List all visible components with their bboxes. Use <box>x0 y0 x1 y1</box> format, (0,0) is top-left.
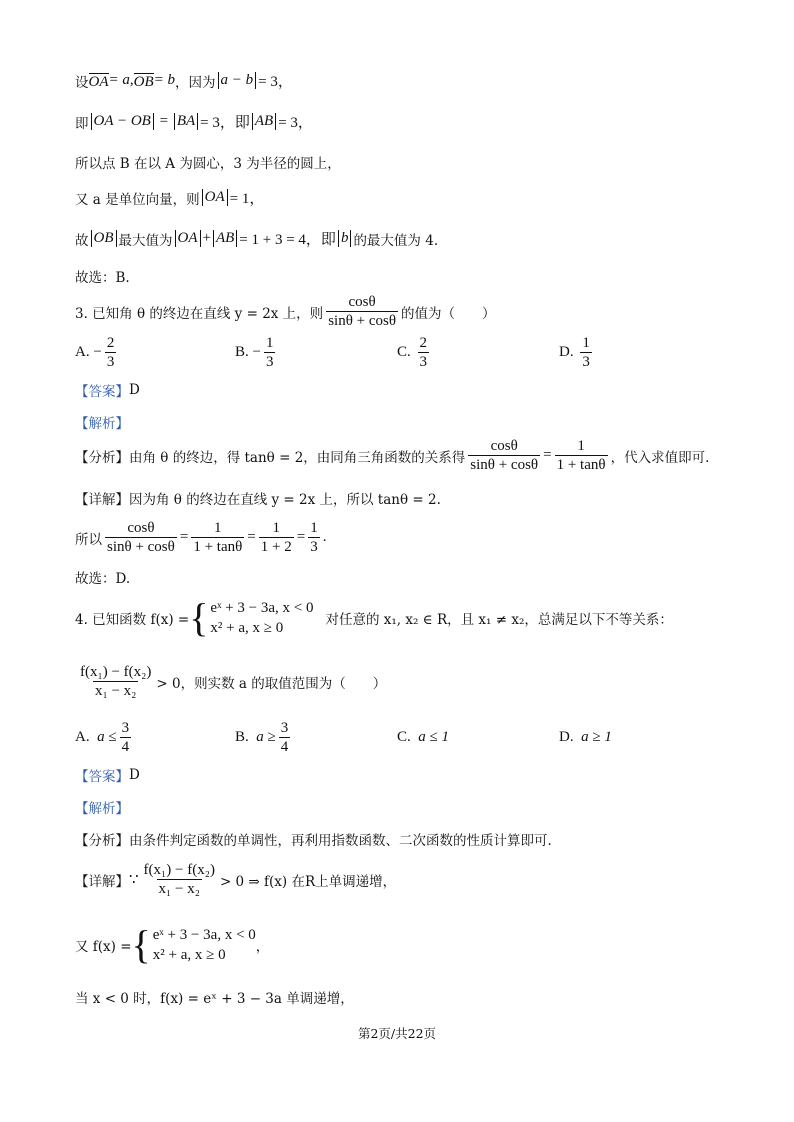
denominator: 4 <box>121 739 130 755</box>
q3-option-c <box>397 334 432 371</box>
option-label: D. <box>559 344 574 360</box>
vector-ob: OB <box>133 73 154 90</box>
abs-expr: b <box>338 230 352 247</box>
text: = 3， <box>258 74 293 90</box>
q3-so: 所以 $\frac{\cos\theta}{\sin\theta + \cos\theta}$ = $\frac{1}{1 + \tan\theta}$ = $\frac{1}{1 + 2}$ = $\frac{1}{3}$ . <box>75 520 327 555</box>
text: 由条件判定函数的单调性，再利用指数函数、二次函数的性质计算即可. <box>129 833 552 849</box>
denominator: 1 + tanθ <box>193 539 243 555</box>
text: = 1 + 3 = 4，即 <box>239 232 336 248</box>
text: 故选：B. <box>75 270 130 286</box>
numerator: 1 <box>310 520 318 536</box>
denominator: 3 <box>310 539 318 555</box>
denominator: 4 <box>280 739 289 755</box>
abs-expr: AB <box>213 230 237 247</box>
text: = b <box>153 72 175 88</box>
text: 故选：D. <box>75 571 131 587</box>
numerator: 3 <box>280 720 289 736</box>
text: 4. 已知函数 f(x) = <box>75 612 190 628</box>
sign: − <box>93 344 102 360</box>
denominator: x₁ − x₂ <box>158 881 200 897</box>
xiangjie-tag: 【详解】 <box>75 873 129 890</box>
denominator: 3 <box>106 354 115 370</box>
q4-option-c <box>397 729 449 746</box>
q4-fenxi <box>75 829 552 849</box>
text: 最大值为 <box>118 232 173 249</box>
solution-line-1 <box>75 70 293 91</box>
text: = a, <box>108 72 134 88</box>
fraction <box>326 293 398 330</box>
text: = 3，即 <box>200 115 250 131</box>
text: ，代入求值即可. <box>610 449 710 466</box>
solution-line-3 <box>75 152 341 172</box>
text: + <box>202 230 211 246</box>
option-label: C. <box>397 729 411 745</box>
text: 当 x < 0 时，f(x) = eˣ + 3 − 3a 单调递增， <box>75 991 354 1007</box>
abs-expr: OA − OB <box>91 113 154 130</box>
option-label: B. <box>235 344 249 360</box>
text: 又 a 是单位向量，则 <box>75 191 200 208</box>
answer-value: D <box>129 382 140 398</box>
q3-option-a <box>75 334 119 371</box>
numerator: 2 <box>419 335 428 351</box>
q3-answer <box>75 380 140 400</box>
numerator: 1 <box>272 520 280 536</box>
fenxi-tag: 【分析】 <box>75 449 129 466</box>
denominator: sinθ + cosθ <box>470 457 539 473</box>
numerator: f(x₁) − f(x₂) <box>80 664 152 680</box>
q3-select <box>75 567 130 587</box>
q4-xiangjie <box>75 861 396 898</box>
option-label: B. <box>235 729 249 745</box>
text: 所以 <box>75 531 102 548</box>
abs-expr: a − b <box>218 72 257 89</box>
denominator: 1 + 2 <box>260 539 292 555</box>
q3-option-b <box>235 334 278 371</box>
q4-stem: 4. 已知函数 f(x) = { eˣ + 3 − 3a, x < 0 x² + a, x ≥ 0 对任意的 x₁, x₂ ∈ R，且 x₁ ≠ x₂，总满足以下不等关系： <box>75 595 673 640</box>
text: 又 f(x) = <box>75 939 132 955</box>
denominator: 3 <box>265 354 274 370</box>
option-text: a ≥ 1 <box>581 729 612 745</box>
q3-option-d <box>559 334 595 371</box>
fenxi-tag: 【分析】 <box>75 833 129 849</box>
q4-option-a <box>75 719 134 756</box>
numerator: 1 <box>214 520 222 536</box>
denominator: x₁ − x₂ <box>94 683 137 699</box>
denominator: 1 + tanθ <box>556 457 606 473</box>
analysis-tag: 【解析】 <box>75 801 129 817</box>
page-footer: 第2页/共22页 <box>357 1026 437 1041</box>
abs-expr: AB <box>252 113 276 130</box>
denominator: sinθ + cosθ <box>328 313 397 329</box>
solution-line-5 <box>75 228 438 249</box>
text: 所以点 B 在以 A 为圆心，3 为半径的圆上， <box>75 156 341 172</box>
option-label: C. <box>397 344 411 360</box>
text: 的最大值为 4. <box>353 232 439 249</box>
numerator: 1 <box>582 335 590 351</box>
text: 对任意的 x₁, x₂ ∈ R，且 x₁ ≠ x₂，总满足以下不等关系： <box>325 612 673 628</box>
denominator: 3 <box>419 354 428 370</box>
abs-expr: BA <box>174 113 198 130</box>
q4-last <box>75 987 354 1007</box>
q3-xiangjie <box>75 488 441 508</box>
denominator: sinθ + cosθ <box>107 539 175 555</box>
q4-analysis-tag <box>75 797 129 817</box>
text: . <box>322 529 327 545</box>
numerator: 2 <box>106 335 115 351</box>
text: > 0，则实数 a 的取值范围为（ ） <box>156 675 387 692</box>
case-1: eˣ + 3 − 3a, x < 0 <box>210 600 314 616</box>
option-text: a ≤ 1 <box>418 729 449 745</box>
abs-expr: OA <box>175 230 201 247</box>
case-2: x² + a, x ≥ 0 <box>152 947 226 963</box>
text: ∵ <box>129 872 139 888</box>
vector-oa: OA <box>88 73 109 90</box>
denominator: 3 <box>582 354 590 370</box>
text: 设 <box>75 74 89 91</box>
text: > 0 ⇒ f(x) 在R上单调递增， <box>219 873 397 890</box>
text: ，因为 <box>175 74 216 91</box>
option-label: A. <box>75 729 90 745</box>
solution-line-4 <box>75 187 264 208</box>
option-text: a ≥ <box>256 729 276 745</box>
text: 由角 θ 的终边，得 tanθ = 2，由同角三角函数的关系得 <box>129 449 466 466</box>
text: = 1， <box>229 191 265 207</box>
answer-tag: 【答案】 <box>75 384 129 400</box>
numerator: cosθ <box>348 294 376 310</box>
answer-value: D <box>129 767 140 783</box>
numerator: cosθ <box>127 520 155 536</box>
numerator: 1 <box>577 438 585 454</box>
text: 的值为（ ） <box>401 305 496 322</box>
text: = 3， <box>278 115 313 131</box>
xiangjie-tag: 【详解】 <box>75 492 129 508</box>
numerator: 3 <box>121 720 130 736</box>
q4-option-d <box>559 729 612 746</box>
numerator: 1 <box>265 335 274 351</box>
sign: − <box>252 344 261 360</box>
q4-answer <box>75 765 140 785</box>
text: 即 <box>75 115 89 132</box>
case-1: eˣ + 3 − 3a, x < 0 <box>152 927 256 943</box>
q3-analysis-tag <box>75 412 129 432</box>
text: 3. 已知角 θ 的终边在直线 y = 2x 上，则 <box>75 305 324 322</box>
case-2: x² + a, x ≥ 0 <box>210 620 284 636</box>
text: 因为角 θ 的终边在直线 y = 2x 上，所以 tanθ = 2. <box>129 492 441 508</box>
solution-line-2: 即 OA − OB = BA = 3，即 AB = 3， <box>75 113 313 132</box>
q4-inequality <box>75 663 386 700</box>
numerator: f(x₁) − f(x₂) <box>143 862 215 878</box>
abs-expr: OA <box>202 189 228 206</box>
numerator: cosθ <box>490 438 518 454</box>
q4-option-b <box>235 719 293 756</box>
analysis-tag: 【解析】 <box>75 416 129 432</box>
option-label: D. <box>559 729 574 745</box>
text: ， <box>255 939 270 955</box>
q4-again: 又 f(x) = { eˣ + 3 − 3a, x < 0 x² + a, x ≥ 0 ， <box>75 922 270 967</box>
text: 故 <box>75 232 89 249</box>
abs-expr: OB <box>91 230 117 247</box>
answer-tag: 【答案】 <box>75 769 129 785</box>
solution-line-6 <box>75 266 130 286</box>
text: = <box>543 447 552 463</box>
option-text: a ≤ <box>97 729 117 745</box>
option-label: A. <box>75 344 90 360</box>
q3-stem <box>75 293 496 330</box>
q3-fenxi <box>75 437 709 474</box>
